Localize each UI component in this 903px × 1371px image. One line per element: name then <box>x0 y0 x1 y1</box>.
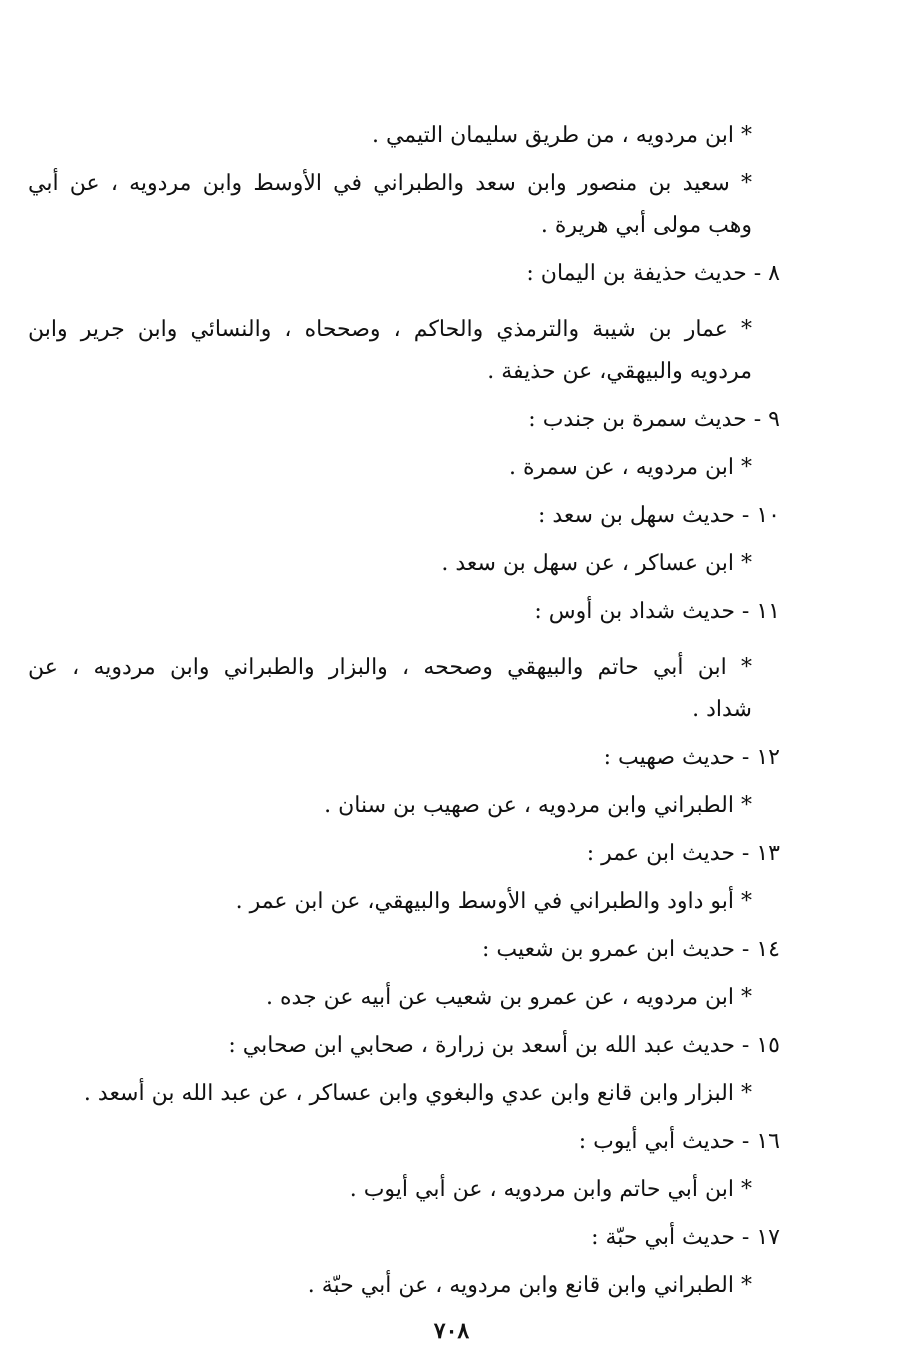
hadith-heading-13: ١٣ - حديث ابن عمر : <box>586 841 780 866</box>
narration-line: * أبو داود والطبراني في الأوسط والبيهقي، عن ابن عمر . <box>235 889 752 914</box>
narration-line: * ابن مردويه ، من طريق سليمان التيمي . <box>371 123 752 148</box>
narration-line: * ابن أبي حاتم وابن مردويه ، عن أبي أيوب . <box>349 1177 752 1202</box>
hadith-heading-14: ١٤ - حديث ابن عمرو بن شعيب : <box>481 937 780 962</box>
narration-continuation: مردويه والبيهقي، عن حذيفة . <box>487 359 752 384</box>
narration-line: * الطبراني وابن قانع وابن مردويه ، عن أبي حبّة . <box>307 1273 752 1298</box>
narration-line: * عمار بن شيبة والترمذي والحاكم ، وصححاه ، والنسائي وابن جرير وابن <box>28 317 752 342</box>
narration-line: * البزار وابن قانع وابن عدي والبغوي وابن عساكر ، عن عبد الله بن أسعد . <box>83 1081 752 1106</box>
hadith-heading-10: ١٠ - حديث سهل بن سعد : <box>537 503 780 528</box>
narration-continuation: شداد . <box>692 697 752 722</box>
hadith-heading-15: ١٥ - حديث عبد الله بن أسعد بن زرارة ، صحابي ابن صحابي : <box>228 1033 780 1058</box>
hadith-heading-11: ١١ - حديث شداد بن أوس : <box>534 599 780 624</box>
narration-line: * ابن مردويه ، عن سمرة . <box>509 455 752 480</box>
narration-continuation: وهب مولى أبي هريرة . <box>540 213 752 238</box>
hadith-heading-16: ١٦ - حديث أبي أيوب : <box>578 1129 780 1154</box>
hadith-heading-12: ١٢ - حديث صهيب : <box>603 745 780 770</box>
narration-line: * ابن مردويه ، عن عمرو بن شعيب عن أبيه عن جده . <box>266 985 752 1010</box>
page-number: ٧٠٨ <box>433 1318 470 1344</box>
hadith-heading-9: ٩ - حديث سمرة بن جندب : <box>528 407 780 432</box>
narration-line: * ابن أبي حاتم والبيهقي وصححه ، والبزار والطبراني وابن مردويه ، عن <box>28 655 752 680</box>
narration-line: * ابن عساكر ، عن سهل بن سعد . <box>441 551 752 576</box>
hadith-heading-17: ١٧ - حديث أبي حبّة : <box>591 1225 780 1250</box>
hadith-heading-8: ٨ - حديث حذيفة بن اليمان : <box>526 261 780 286</box>
narration-line: * الطبراني وابن مردويه ، عن صهيب بن سنان . <box>324 793 752 818</box>
page-body <box>28 112 780 1310</box>
narration-line: * سعيد بن منصور وابن سعد والطبراني في الأوسط وابن مردويه ، عن أبي <box>28 171 752 196</box>
